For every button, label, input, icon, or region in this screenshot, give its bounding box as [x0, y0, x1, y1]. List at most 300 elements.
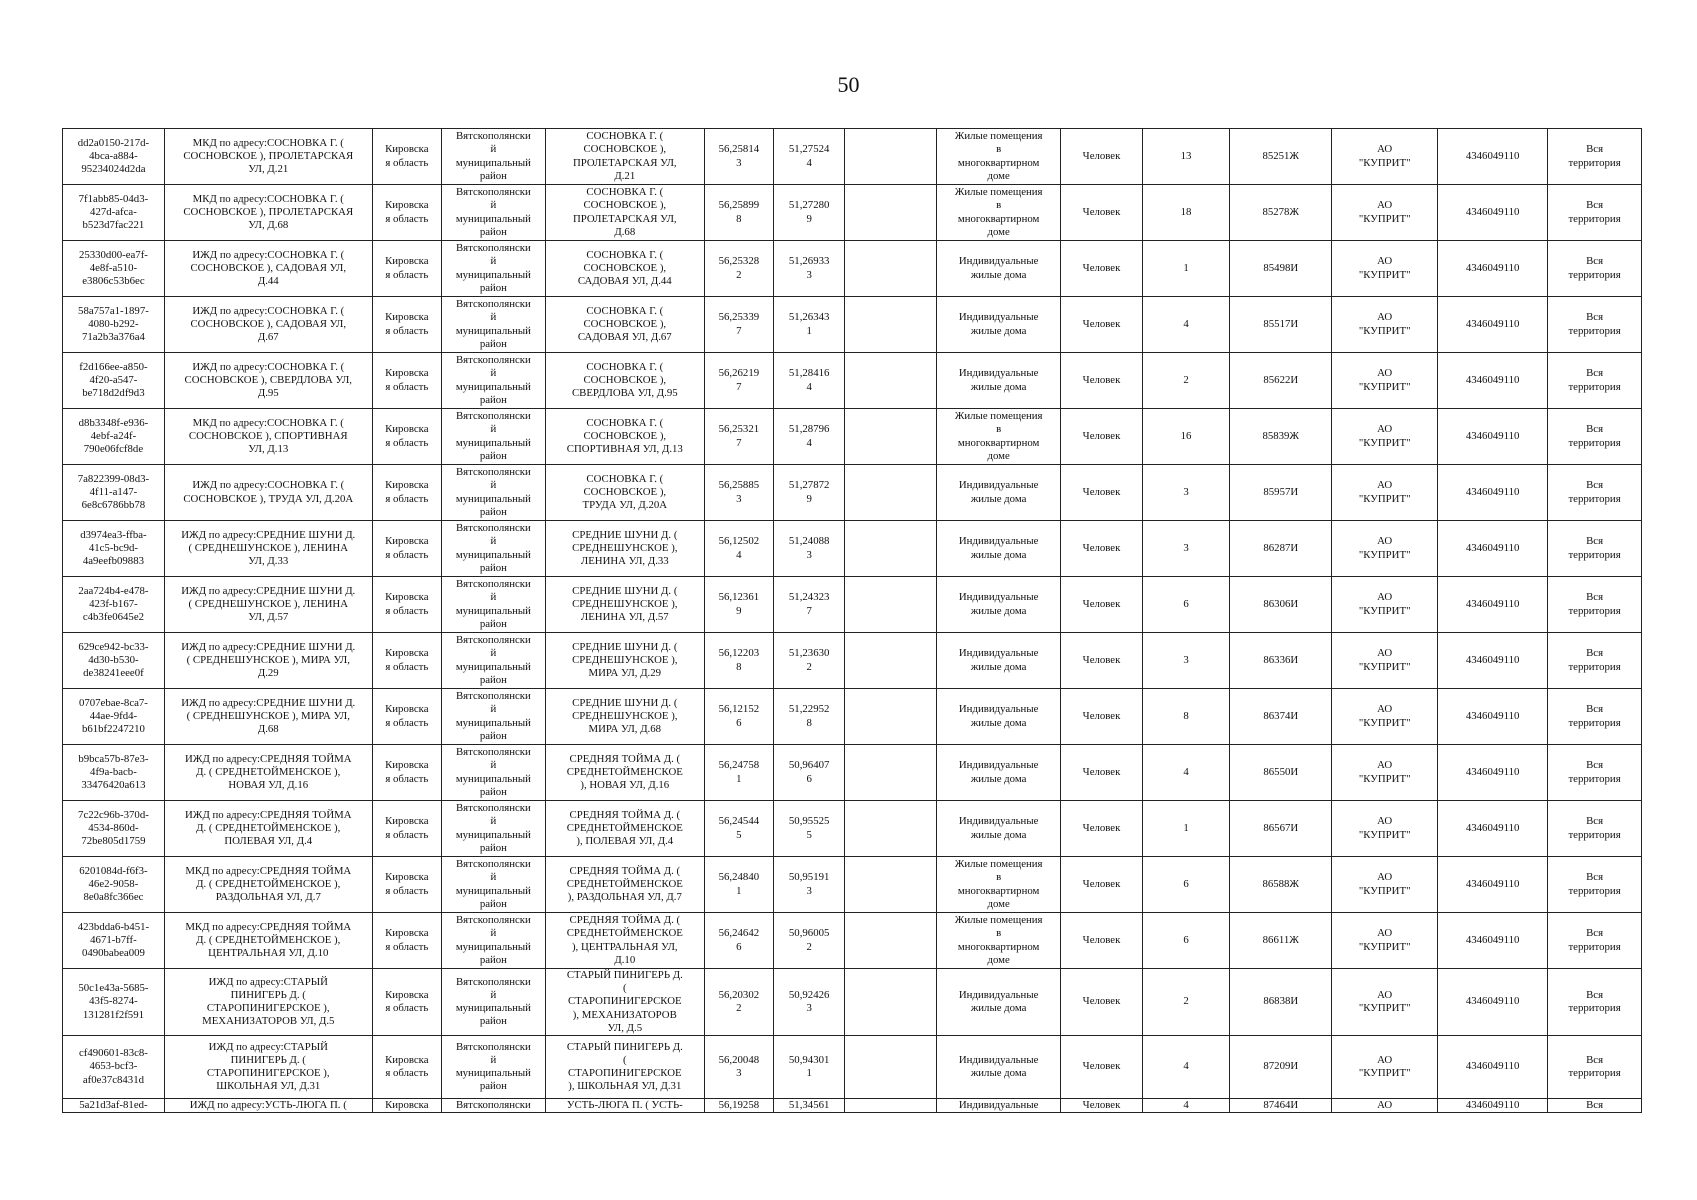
- cell-name-line: МКД по адресу:СОСНОВКА Г. (: [192, 136, 344, 149]
- cell-address-line: СОСНОВКА Г. (: [586, 186, 664, 199]
- cell-latitude-line: 7: [736, 380, 742, 393]
- cell-region-line: я область: [385, 492, 429, 505]
- cell-address-line: САДОВАЯ УЛ, Д.67: [577, 331, 672, 344]
- cell-address: [545, 297, 704, 353]
- cell-id-line: 5a21d3af-81ed-: [79, 1099, 148, 1112]
- cell-longitude-line: 51,27524: [788, 143, 830, 156]
- cell-id: [63, 633, 165, 689]
- cell-housing-type-line: жилые дома: [970, 268, 1027, 281]
- cell-id-line: 4d30-b530-: [88, 653, 139, 666]
- cell-name: [164, 745, 372, 801]
- cell-territory-line: территория: [1568, 1002, 1621, 1014]
- cell-name-line: ШКОЛЬНАЯ УЛ, Д.31: [216, 1080, 321, 1093]
- cell-note: [845, 129, 937, 185]
- cell-district: [441, 129, 545, 185]
- cell-organization-line: "КУПРИТ": [1358, 1067, 1411, 1080]
- cell-territory-line: Вся: [1586, 479, 1604, 492]
- cell-housing-type: [936, 297, 1060, 353]
- cell-longitude: [774, 465, 845, 521]
- cell-code: 86287И: [1230, 521, 1332, 577]
- cell-inn: 4346049110: [1438, 353, 1548, 409]
- cell-latitude: [704, 185, 773, 241]
- cell-territory: [1548, 801, 1642, 857]
- cell-housing-type-line: доме: [987, 897, 1010, 910]
- cell-id-line: 131281f2f591: [82, 1008, 145, 1021]
- cell-address-line: СОСНОВКА Г. (: [586, 304, 664, 317]
- cell-region-line: Кировска: [385, 647, 429, 660]
- cell-latitude-line: 56,20302: [718, 988, 760, 1001]
- cell-housing-type-line: Жилые помещения: [954, 410, 1043, 423]
- cell-count: 18: [1142, 185, 1230, 241]
- cell-id: [63, 969, 165, 1036]
- cell-id-line: f2d166ee-a850-: [79, 360, 148, 373]
- cell-name-line: МКД по адресу:СРЕДНЯЯ ТОЙМА: [185, 864, 352, 877]
- cell-id-line: 71a2b3a376a4: [81, 331, 145, 344]
- cell-address-line: СОСНОВКА Г. (: [586, 248, 664, 261]
- cell-longitude: [774, 1036, 845, 1099]
- cell-territory-line: Вся: [1586, 927, 1604, 940]
- cell-id: [63, 297, 165, 353]
- cell-longitude-line: 51,24323: [788, 591, 830, 604]
- cell-housing-type-line: Индивидуальные: [958, 1053, 1039, 1066]
- cell-region-line: Кировска: [385, 703, 429, 716]
- cell-district-line: Вятскополянски: [455, 466, 531, 479]
- cell-region-line: я область: [385, 212, 429, 225]
- table-row: [63, 409, 1642, 465]
- cell-id-line: af0e37c8431d: [82, 1073, 145, 1086]
- cell-longitude-line: 8: [806, 716, 812, 729]
- cell-latitude-line: 3: [736, 156, 742, 169]
- cell-region-line: я область: [385, 380, 429, 393]
- cell-longitude-line: 3: [806, 268, 812, 281]
- cell-code: 86336И: [1230, 633, 1332, 689]
- cell-name-line: Д.68: [257, 723, 279, 736]
- cell-id-line: dd2a0150-217d-: [77, 136, 150, 149]
- cell-longitude-line: 4: [806, 436, 812, 449]
- cell-district-line: Вятскополянски: [455, 858, 531, 871]
- cell-housing-type: [936, 1099, 1060, 1113]
- cell-longitude-line: 5: [806, 828, 812, 841]
- cell-name-line: МКД по адресу:СОСНОВКА Г. (: [192, 416, 344, 429]
- cell-region-line: я область: [385, 1002, 429, 1014]
- cell-note: [845, 297, 937, 353]
- cell-territory-line: территория: [1568, 268, 1621, 281]
- cell-longitude-line: 51,23630: [788, 647, 830, 660]
- cell-name: [164, 353, 372, 409]
- cell-latitude-line: 3: [736, 1067, 742, 1080]
- cell-address-line: СОСНОВСКОЕ ),: [583, 199, 667, 212]
- cell-name-line: ИЖД по адресу:СОСНОВКА Г. (: [192, 479, 345, 492]
- cell-district-line: муниципальный: [455, 492, 531, 505]
- cell-note: [845, 185, 937, 241]
- cell-longitude-line: 4: [806, 380, 812, 393]
- cell-latitude-line: 8: [736, 212, 742, 225]
- cell-count: 16: [1142, 409, 1230, 465]
- cell-region-line: Кировска: [385, 255, 429, 268]
- cell-longitude-line: 51,28416: [788, 367, 830, 380]
- cell-code: 86374И: [1230, 689, 1332, 745]
- cell-name: [164, 297, 372, 353]
- cell-address-line: ), ПОЛЕВАЯ УЛ, Д.4: [576, 835, 674, 848]
- cell-name-line: Д. ( СРЕДНЕТОЙМЕНСКОЕ ),: [196, 821, 341, 834]
- cell-longitude-line: 50,96407: [788, 759, 830, 772]
- cell-id-line: b523d7fac221: [82, 219, 145, 232]
- cell-longitude-line: 3: [806, 884, 812, 897]
- cell-district-line: й: [490, 479, 497, 492]
- cell-district-line: Вятскополянски: [455, 634, 531, 647]
- cell-region-line: Кировска: [385, 311, 429, 324]
- cell-id-line: 41c5-bc9d-: [88, 541, 139, 554]
- cell-district-line: муниципальный: [455, 716, 531, 729]
- cell-address-line: САДОВАЯ УЛ, Д.44: [577, 275, 672, 288]
- cell-longitude: [774, 577, 845, 633]
- cell-housing-type: [936, 465, 1060, 521]
- cell-organization-line: "КУПРИТ": [1358, 940, 1411, 953]
- cell-name-line: ПИНИГЕРЬ Д. (: [230, 988, 306, 1001]
- cell-longitude-line: 2: [806, 940, 812, 953]
- cell-latitude-line: 56,12203: [718, 647, 760, 660]
- cell-inn: 4346049110: [1438, 241, 1548, 297]
- table-row: [63, 129, 1642, 185]
- cell-district-line: муниципальный: [455, 548, 531, 561]
- cell-note: [845, 633, 937, 689]
- cell-region-line: Кировска: [385, 535, 429, 548]
- cell-unit: Человек: [1061, 913, 1142, 969]
- cell-district: [441, 241, 545, 297]
- cell-organization-line: "КУПРИТ": [1358, 492, 1411, 505]
- cell-id-line: 0707ebae-8ca7-: [78, 696, 148, 709]
- cell-name-line: ИЖД по адресу:СРЕДНЯЯ ТОЙМА: [184, 808, 352, 821]
- cell-district: [441, 745, 545, 801]
- cell-latitude-line: 56,25328: [718, 255, 760, 268]
- cell-territory: [1548, 297, 1642, 353]
- cell-code: 86611Ж: [1230, 913, 1332, 969]
- cell-district-line: район: [479, 785, 507, 798]
- cell-district-line: район: [479, 841, 507, 854]
- cell-territory-line: территория: [1568, 492, 1621, 505]
- cell-housing-type-line: жилые дома: [970, 1067, 1027, 1080]
- cell-longitude: [774, 521, 845, 577]
- cell-organization: [1332, 1036, 1438, 1099]
- cell-district-line: муниципальный: [455, 1002, 531, 1014]
- cell-address-line: ПРОЛЕТАРСКАЯ УЛ,: [572, 156, 677, 169]
- cell-latitude-line: 56,25899: [718, 199, 760, 212]
- cell-region: [372, 1036, 441, 1099]
- cell-district-line: Вятскополянски: [455, 1099, 531, 1112]
- cell-code: 85517И: [1230, 297, 1332, 353]
- cell-district-line: муниципальный: [455, 436, 531, 449]
- cell-longitude-line: 51,26343: [788, 311, 830, 324]
- cell-address-line: СРЕДНЕТОЙМЕНСКОЕ: [566, 821, 683, 834]
- cell-organization-line: АО: [1377, 759, 1393, 772]
- cell-housing-type: [936, 1036, 1060, 1099]
- cell-territory-line: Вся: [1586, 1099, 1604, 1112]
- cell-district-line: й: [490, 1053, 497, 1066]
- cell-id-line: 50c1e43a-5685-: [78, 982, 149, 995]
- cell-longitude-line: 50,95191: [788, 871, 830, 884]
- cell-housing-type-line: жилые дома: [970, 604, 1027, 617]
- cell-district-line: Вятскополянски: [455, 914, 531, 927]
- cell-organization: [1332, 465, 1438, 521]
- cell-housing-type-line: жилые дома: [970, 324, 1027, 337]
- cell-note: [845, 745, 937, 801]
- cell-count: 3: [1142, 633, 1230, 689]
- cell-longitude: [774, 129, 845, 185]
- cell-id-line: 33476420a613: [81, 779, 146, 792]
- cell-district-line: район: [479, 953, 507, 966]
- cell-organization-line: АО: [1377, 591, 1393, 604]
- cell-housing-type-line: Индивидуальные: [958, 311, 1039, 324]
- cell-longitude: [774, 689, 845, 745]
- cell-region-line: Кировска: [385, 988, 429, 1001]
- cell-name-line: Д.44: [257, 275, 279, 288]
- cell-housing-type: [936, 521, 1060, 577]
- cell-address-line: СОСНОВСКОЕ ),: [583, 261, 667, 274]
- cell-note: [845, 409, 937, 465]
- table-row: [63, 1036, 1642, 1099]
- cell-district-line: муниципальный: [455, 940, 531, 953]
- cell-territory-line: территория: [1568, 436, 1621, 449]
- cell-region-line: я область: [385, 268, 429, 281]
- table-row: [63, 913, 1642, 969]
- cell-district-line: район: [479, 225, 507, 238]
- cell-region: [372, 913, 441, 969]
- cell-territory: [1548, 185, 1642, 241]
- cell-unit: Человек: [1061, 185, 1142, 241]
- cell-name-line: МКД по адресу:СОСНОВКА Г. (: [192, 192, 344, 205]
- cell-id-line: 44ae-9fd4-: [89, 709, 138, 722]
- cell-district-line: Вятскополянски: [455, 975, 531, 988]
- cell-count: 1: [1142, 241, 1230, 297]
- cell-id-line: 95234024d2da: [81, 163, 146, 176]
- cell-region: [372, 465, 441, 521]
- cell-id-line: 46e2-9058-: [88, 877, 139, 890]
- cell-unit: Человек: [1061, 745, 1142, 801]
- cell-organization: [1332, 801, 1438, 857]
- cell-housing-type-line: многоквартирном: [957, 156, 1040, 169]
- cell-address: [545, 353, 704, 409]
- cell-housing-type-line: Жилые помещения: [954, 130, 1043, 143]
- cell-latitude-line: 56,12361: [718, 591, 760, 604]
- cell-region-line: я область: [385, 604, 429, 617]
- cell-longitude: [774, 1099, 845, 1113]
- cell-housing-type-line: в: [996, 927, 1002, 940]
- cell-region-line: я область: [385, 548, 429, 561]
- cell-id-line: 6201084d-f6f3-: [79, 864, 148, 877]
- cell-district-line: район: [479, 449, 507, 462]
- cell-name-line: СТАРОПИНИГЕРСКОЕ ),: [206, 1067, 330, 1080]
- cell-region: [372, 409, 441, 465]
- cell-territory-line: Вся: [1586, 423, 1604, 436]
- cell-address-line: СРЕДНЯЯ ТОЙМА Д. (: [569, 914, 681, 927]
- cell-latitude-line: 56,20048: [718, 1053, 760, 1066]
- cell-housing-type-line: многоквартирном: [957, 884, 1040, 897]
- cell-address-line: СТАРЫЙ ПИНИГЕРЬ Д.: [566, 1040, 683, 1053]
- cell-count: 1: [1142, 801, 1230, 857]
- cell-address-line: ПРОЛЕТАРСКАЯ УЛ,: [572, 212, 677, 225]
- cell-address-line: МИРА УЛ, Д.68: [588, 723, 662, 736]
- cell-housing-type-line: доме: [987, 953, 1010, 966]
- cell-name-line: Д.67: [257, 331, 279, 344]
- cell-latitude: [704, 129, 773, 185]
- cell-territory: [1548, 689, 1642, 745]
- cell-code: 87464И: [1230, 1099, 1332, 1113]
- cell-district: [441, 185, 545, 241]
- cell-address: [545, 1036, 704, 1099]
- cell-name-line: ИЖД по адресу:СРЕДНИЕ ШУНИ Д.: [181, 584, 356, 597]
- cell-latitude: [704, 1036, 773, 1099]
- cell-id-line: 7a822399-08d3-: [77, 472, 150, 485]
- cell-region-line: я область: [385, 324, 429, 337]
- cell-name-line: УЛ, Д.68: [248, 219, 289, 232]
- cell-unit: Человек: [1061, 633, 1142, 689]
- cell-address-line: СРЕДНЕТОЙМЕНСКОЕ: [566, 877, 683, 890]
- cell-organization-line: "КУПРИТ": [1358, 716, 1411, 729]
- cell-name-line: ( СРЕДНЕШУНСКОЕ ), МИРА УЛ,: [186, 709, 350, 722]
- cell-address-line: ), ЦЕНТРАЛЬНАЯ УЛ,: [571, 940, 678, 953]
- cell-latitude-line: 6: [736, 716, 742, 729]
- cell-note: [845, 465, 937, 521]
- cell-latitude-line: 56,12502: [718, 535, 760, 548]
- cell-latitude: [704, 465, 773, 521]
- cell-district-line: й: [490, 927, 497, 940]
- cell-district-line: Вятскополянски: [455, 354, 531, 367]
- cell-housing-type: [936, 801, 1060, 857]
- cell-longitude-line: 4: [806, 156, 812, 169]
- cell-territory-line: территория: [1568, 884, 1621, 897]
- cell-longitude-line: 51,24088: [788, 535, 830, 548]
- cell-unit: Человек: [1061, 241, 1142, 297]
- cell-note: [845, 1099, 937, 1113]
- cell-region-line: Кировска: [385, 479, 429, 492]
- cell-name-line: ИЖД по адресу:СТАРЫЙ: [208, 975, 328, 988]
- cell-district-line: Вятскополянски: [455, 242, 531, 255]
- cell-district-line: район: [479, 561, 507, 574]
- cell-housing-type: [936, 129, 1060, 185]
- cell-district: [441, 969, 545, 1036]
- cell-region: [372, 857, 441, 913]
- cell-organization-line: "КУПРИТ": [1358, 156, 1411, 169]
- cell-latitude: [704, 633, 773, 689]
- cell-organization-line: "КУПРИТ": [1358, 268, 1411, 281]
- cell-id-line: 4f11-a147-: [89, 485, 138, 498]
- cell-latitude-line: 56,25339: [718, 311, 760, 324]
- cell-longitude: [774, 745, 845, 801]
- cell-latitude-line: 5: [736, 828, 742, 841]
- cell-name-line: ( СРЕДНЕШУНСКОЕ ), ЛЕНИНА: [188, 541, 349, 554]
- cell-latitude-line: 6: [736, 940, 742, 953]
- cell-address: [545, 409, 704, 465]
- cell-note: [845, 353, 937, 409]
- cell-name: [164, 1099, 372, 1113]
- cell-region: [372, 185, 441, 241]
- cell-name-line: МКД по адресу:СРЕДНЯЯ ТОЙМА: [185, 920, 352, 933]
- cell-longitude-line: 50,96005: [788, 927, 830, 940]
- cell-district-line: й: [490, 423, 497, 436]
- cell-territory: [1548, 129, 1642, 185]
- cell-organization-line: АО: [1377, 367, 1393, 380]
- cell-address-line: СОСНОВКА Г. (: [586, 130, 664, 143]
- cell-longitude: [774, 913, 845, 969]
- cell-district-line: й: [490, 871, 497, 884]
- cell-name-line: УЛ, Д.57: [248, 611, 289, 624]
- cell-inn: 4346049110: [1438, 465, 1548, 521]
- cell-longitude: [774, 857, 845, 913]
- table-row: [63, 353, 1642, 409]
- cell-longitude-line: 51,22952: [788, 703, 830, 716]
- cell-housing-type: [936, 241, 1060, 297]
- cell-region-line: я область: [385, 1067, 429, 1080]
- cell-district-line: район: [479, 281, 507, 294]
- cell-name-line: СОСНОВСКОЕ ), СВЕРДЛОВА УЛ,: [184, 373, 353, 386]
- cell-address-line: ), ШКОЛЬНАЯ УЛ, Д.31: [568, 1080, 682, 1093]
- cell-longitude-line: 51,27872: [788, 479, 830, 492]
- cell-name-line: МЕХАНИЗАТОРОВ УЛ, Д.5: [202, 1015, 335, 1028]
- cell-name-line: ИЖД по адресу:СТАРЫЙ: [208, 1040, 328, 1053]
- cell-organization-line: "КУПРИТ": [1358, 324, 1411, 337]
- cell-territory-line: Вся: [1586, 535, 1604, 548]
- cell-latitude: [704, 745, 773, 801]
- cell-id-line: 8e0a8fc366ec: [83, 891, 144, 904]
- cell-district: [441, 857, 545, 913]
- cell-organization-line: АО: [1377, 647, 1393, 660]
- cell-longitude: [774, 969, 845, 1036]
- cell-territory-line: Вся: [1586, 759, 1604, 772]
- cell-name-line: ИЖД по адресу:СОСНОВКА Г. (: [192, 304, 345, 317]
- cell-name-line: ИЖД по адресу:УСТЬ-ЛЮГА П. (: [189, 1099, 347, 1112]
- cell-unit: Человек: [1061, 353, 1142, 409]
- cell-address-line: ТРУДА УЛ, Д.20А: [582, 499, 668, 512]
- cell-territory-line: Вся: [1586, 311, 1604, 324]
- cell-district-line: район: [479, 393, 507, 406]
- cell-address-line: СРЕДНЕТОЙМЕНСКОЕ: [566, 927, 683, 940]
- cell-inn: 4346049110: [1438, 577, 1548, 633]
- cell-housing-type-line: Индивидуальные: [958, 535, 1039, 548]
- cell-inn: 4346049110: [1438, 1099, 1548, 1113]
- cell-address: [545, 857, 704, 913]
- cell-address: [545, 465, 704, 521]
- cell-inn: 4346049110: [1438, 969, 1548, 1036]
- cell-organization-line: АО: [1377, 255, 1393, 268]
- cell-id: [63, 857, 165, 913]
- cell-organization: [1332, 577, 1438, 633]
- cell-district-line: й: [490, 988, 497, 1001]
- cell-id: [63, 409, 165, 465]
- cell-organization-line: "КУПРИТ": [1358, 884, 1411, 897]
- cell-id-line: 4f20-a547-: [89, 373, 138, 386]
- cell-territory-line: территория: [1568, 212, 1621, 225]
- cell-territory-line: Вся: [1586, 143, 1604, 156]
- cell-territory: [1548, 1099, 1642, 1113]
- cell-inn: 4346049110: [1438, 633, 1548, 689]
- cell-region-line: Кировска: [385, 423, 429, 436]
- cell-region-line: я область: [385, 436, 429, 449]
- cell-district: [441, 913, 545, 969]
- cell-address-line: СРЕДНИЕ ШУНИ Д. (: [572, 528, 678, 541]
- cell-organization-line: АО: [1377, 927, 1393, 940]
- cell-organization: [1332, 857, 1438, 913]
- cell-region-line: я область: [385, 156, 429, 169]
- cell-housing-type-line: Жилые помещения: [954, 858, 1043, 871]
- cell-id-line: 423bdda6-b451-: [77, 920, 150, 933]
- cell-housing-type-line: Индивидуальные: [958, 591, 1039, 604]
- cell-id-line: 72be805d1759: [81, 835, 146, 848]
- cell-housing-type: [936, 577, 1060, 633]
- table-row: [63, 689, 1642, 745]
- cell-district-line: Вятскополянски: [455, 1040, 531, 1053]
- cell-latitude: [704, 801, 773, 857]
- cell-id-line: d8b3348f-e936-: [78, 416, 149, 429]
